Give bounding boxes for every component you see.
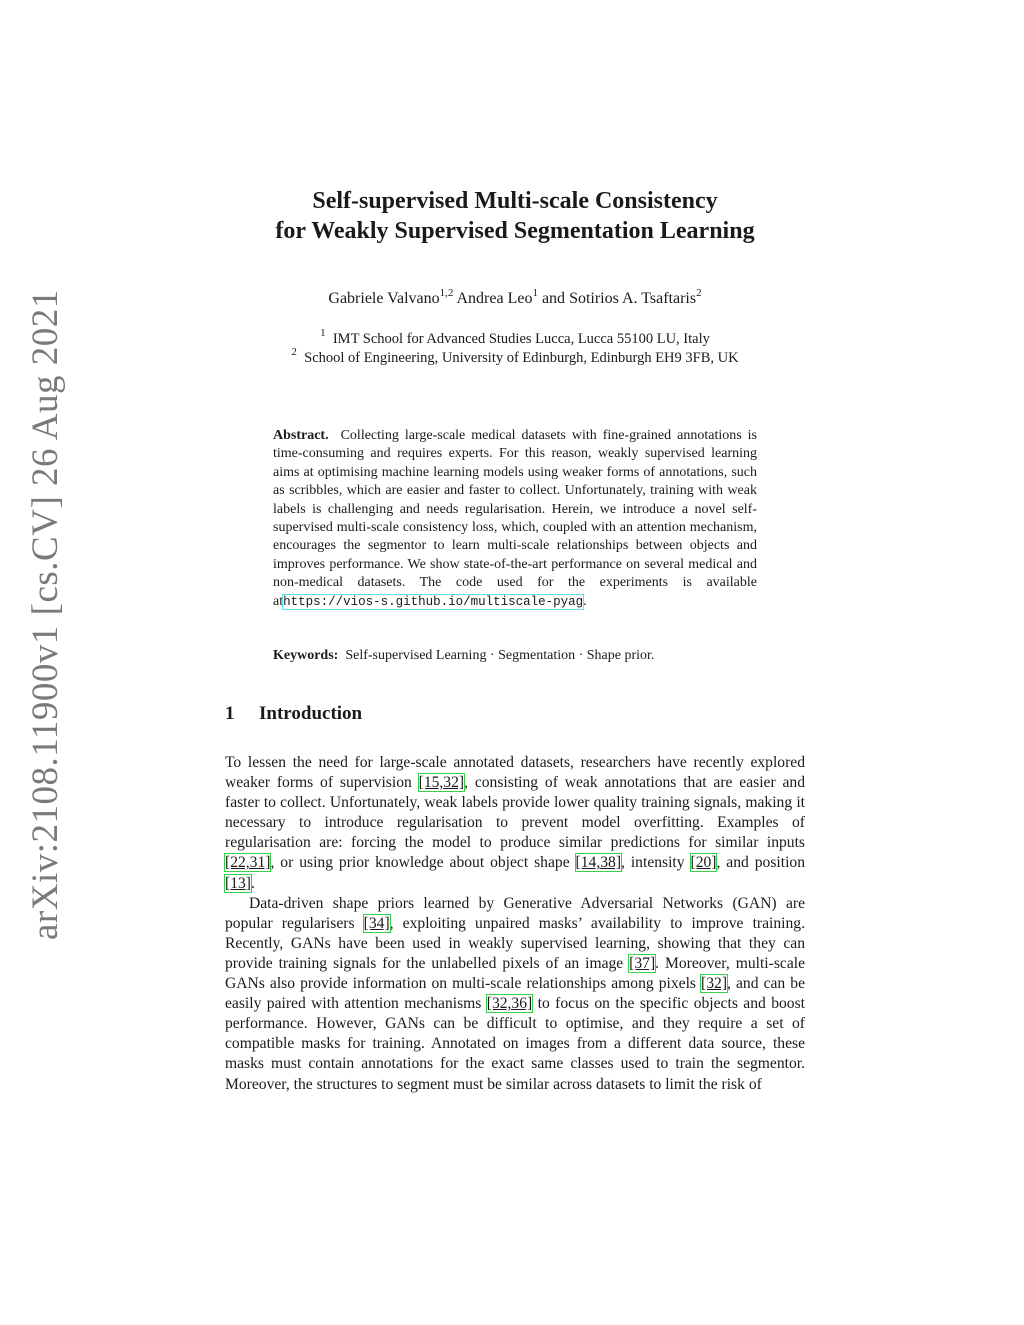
affiliation-number: 2: [291, 346, 297, 359]
paragraph-text: . Moreover, multi-scale GANs also provide information on multi-scale relationships among pixels: [225, 954, 805, 993]
citation-link[interactable]: [34]: [363, 914, 390, 932]
author-list: [200, 286, 830, 308]
paragraph-text: , and can be easily paired with attention mechanisms: [225, 975, 805, 1013]
paragraph-text: , or using prior knowledge about object shape: [270, 854, 576, 872]
affiliation-text: IMT School for Advanced Studies Lucca, Lucca 55100 LU, Italy: [332, 331, 710, 347]
section-heading: [225, 703, 362, 725]
citation-link[interactable]: [22,31]: [225, 854, 271, 872]
paragraph-1: [225, 753, 805, 894]
paragraph-text: , consisting of weak annotations that are easier and faster to collect. Unfortunately, weak labels provide lower quality training signals, making it necessary to introduce regularisation to prevent model overfitting. Examples of regularisation are: forcing the model to produce similar predictions for similar inputs: [225, 774, 805, 852]
paper-title: [200, 186, 830, 246]
author-affil-mark: 2: [696, 286, 702, 299]
author-name: Gabriele Valvano: [328, 290, 440, 307]
author-conjunction: and: [541, 290, 566, 307]
keywords-text: Self-supervised Learning · Segmentation · Shape prior.: [345, 648, 655, 663]
arxiv-identifier: arXiv:2108.11900v1 [cs.CV] 26 Aug 2021: [25, 289, 66, 940]
author-affil-mark: 1: [532, 286, 538, 299]
citation-link[interactable]: [14,38]: [575, 854, 622, 872]
affiliation-line: [200, 346, 830, 368]
abstract-end: .: [583, 593, 587, 609]
citation-link[interactable]: [20]: [690, 854, 717, 872]
citation-link[interactable]: [15,32]: [418, 774, 465, 792]
paragraph-text: , and position: [716, 854, 806, 872]
introduction-body: [225, 753, 805, 1095]
title-line-1: Self-supervised Multi-scale Consistency: [312, 188, 718, 214]
title-line-2: for Weakly Supervised Segmentation Learning: [275, 218, 755, 244]
paragraph-text: to focus on the specific objects and boost performance. However, GANs can be difficult to optimise, and they require a set of compatible masks for training. Annotated on images from a different data source, these masks must contain annotations for the exact same classes used to train the segmentor. Moreover, the structures to segment must be similar across datasets to limit the risk of: [225, 995, 806, 1093]
paragraph-text: To lessen the need for large-scale annotated datasets, researchers have recently explored weaker forms of supervision: [225, 754, 805, 792]
citation-link[interactable]: [37]: [629, 954, 656, 972]
citation-link[interactable]: [32]: [701, 975, 728, 993]
keywords: [273, 648, 757, 664]
citation-link[interactable]: [13]: [225, 874, 251, 892]
paragraph-text: , exploiting unpaired masks’ availability to improve training. Recently, GANs have been used in weakly supervised learning, showing that they can provide training signals for the unlabelled pixels of an image: [225, 914, 805, 972]
section-number: 1: [225, 703, 235, 724]
paragraph-text: , intensity: [621, 854, 691, 872]
author-name: Sotirios A. Tsaftaris: [569, 290, 697, 307]
keywords-label: Keywords:: [273, 648, 339, 663]
author-affil-mark: 1,2: [439, 286, 454, 299]
paragraph-2: [225, 894, 805, 1095]
code-url-link[interactable]: https://vios-s.github.io/multiscale-pyag: [283, 594, 584, 609]
paragraph-text: Data-driven shape priors learned by Generative Adversarial Networks (GAN) are popular regularisers: [225, 894, 805, 932]
author-name: Andrea Leo: [456, 290, 533, 307]
affiliation-number: 1: [320, 327, 326, 340]
affiliation-text: School of Engineering, University of Edinburgh, Edinburgh EH9 3FB, UK: [304, 350, 739, 366]
abstract-text: Collecting large-scale medical datasets with fine-grained annotations is time-consuming and requires experts. For this reason, weakly supervised learning aims at optimising machine learning models using weaker forms of annotations, such as scribbles, which are easier and faster to collect. Unfortunately, training with weak labels is challenging and needs regularisation. Herein, we introduce a novel self-supervised multi-scale consistency loss, which, coupled with an attention mechanism, encourages the segmentor to learn multi-scale relationships between objects and improves performance. We show state-of-the-art performance on several medical and non-medical datasets. The code used for the experiments is available at: [273, 428, 758, 609]
citation-link[interactable]: [32,36]: [486, 995, 533, 1013]
paragraph-text: .: [250, 874, 255, 892]
affiliations: [200, 327, 830, 368]
section-title: Introduction: [259, 703, 363, 724]
abstract: [273, 427, 757, 611]
abstract-label: Abstract.: [273, 428, 329, 443]
